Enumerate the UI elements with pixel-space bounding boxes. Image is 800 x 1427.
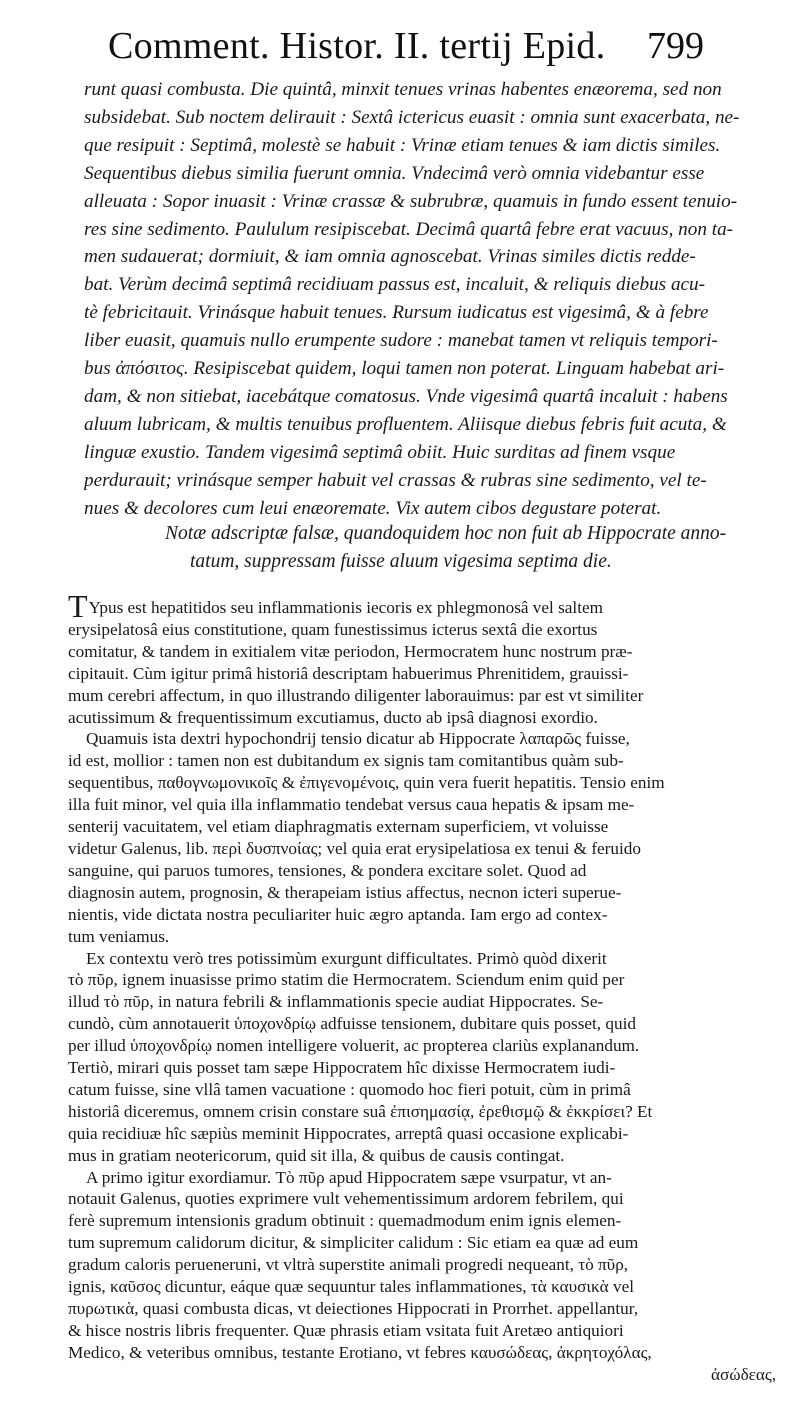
text-line: mum cerebri affectum, in quo illustrando diligenter laborauimus: par est vt similiter	[68, 685, 644, 705]
text-line: senterij vacuitatem, vel etiam diaphragmatis externam superficiem, vt voluisse	[68, 817, 609, 837]
text-line: videtur Galenus, lib. περὶ δυσπνοίας; vel quia erat erysipelatiosa ex tenui & feruido	[68, 838, 641, 858]
running-head: Comment. Histor. II. tertij Epid.	[108, 25, 606, 67]
text-line: mus in gratiam neotericorum, quid sit illa, & quibus de causis contingat.	[68, 1145, 565, 1165]
text-line: Quamuis ista dextri hypochondrij tensio dicatur ab Hippocrate λαπαρῶς fuisse,	[86, 729, 630, 749]
text-line: tè febricitauit. Vrinásque habuit tenues. Rursum iudicatus est vigesimâ, & à febre	[84, 302, 709, 324]
text-line: men sudauerat; dormiuit, & iam omnia agnoscebat. Vrinas similes dictis redde-	[84, 246, 696, 268]
text-line: liber euasit, quamuis nullo erumpente sudore : manebat tamen vt reliquis tempori-	[84, 330, 718, 352]
text-line: A primo igitur exordiamur. Τὸ πῦρ apud Hippocratem sæpe vsurpatur, vt an-	[86, 1167, 612, 1187]
text-line: quia recidiuæ hîc sæpiùs meminit Hippocrates, arreptâ quasi occasione explicabi-	[68, 1123, 629, 1143]
page-header	[0, 18, 800, 68]
text-line: tum veniamus.	[68, 926, 170, 946]
text-line: bus ἀπόσιτος. Resipiscebat quidem, loqui tamen non poterat. Linguam habebat ari-	[84, 358, 725, 380]
text-line: acutissimum & frequentissimum excutiamus, ducto ab ipsâ diagnosi exordio.	[68, 707, 598, 727]
text-line: comitatur, & tandem in exitialem vitæ periodon, Hermocratem hunc nostrum præ-	[68, 641, 633, 661]
marginal-note	[165, 520, 765, 576]
text-line: ignis, καῦσος dicuntur, eáque quæ sequuntur tales inflammationes, τὰ καυσικὰ vel	[68, 1277, 634, 1297]
drop-cap: T	[68, 596, 88, 619]
text-line: Medico, & veteribus omnibus, testante Erotiano, vt febres καυσώδεας, ἀκρητοχόλας,	[68, 1342, 652, 1362]
text-line: & hisce nostris libris frequenter. Quæ phrasis etiam vsitata fuit Aretæo antiquiori	[68, 1320, 624, 1340]
text-line: τὸ πῦρ, ignem inuasisse primo statim die Hermocratem. Sciendum enim quid per	[68, 970, 625, 990]
commentary-text	[68, 596, 782, 1386]
note-line: tatum, suppressam fuisse aluum vigesima septima die.	[190, 551, 612, 572]
text-line: nientis, vide dictata nostra peculiariter huic ægro aptanda. Iam ergo ad contex-	[68, 904, 608, 924]
text-line: aluum lubricam, & multis tenuibus profluentem. Aliisque diebus febris fuit acuta, &	[84, 413, 727, 435]
text-line: tum supremum calidorum dicitur, & simpliciter calidum : Sic etiam ea quæ ad eum	[68, 1233, 639, 1253]
text-line: id est, mollior : tamen non est dubitandum ex signis tam comitantibus quàm sub-	[68, 751, 624, 771]
text-line: gradum caloris perueneruni, vt vltrà superstite animali progredi nequeant, τὸ πῦρ,	[68, 1255, 629, 1275]
text-line: ferè supremum intensionis gradum obtinuit : quemadmodum enim ignis elemen-	[68, 1211, 622, 1231]
text-line: illa fuit minor, vel quia illa inflammatio tendebat versus caua hepatis & ipsam me-	[68, 795, 635, 815]
text-line: per illud ὑποχονδρίῳ nomen intelligere voluerit, ac propterea clariùs explanandum.	[68, 1036, 640, 1056]
text-line: perdurauit; vrinásque semper habuit vel crassas & rubras sine sedimento, vel te-	[84, 469, 707, 491]
text-line: notauit Galenus, quoties exprimere vult vehementissimum ardorem febrilem, qui	[68, 1189, 624, 1209]
text-line: Ex contextu verò tres potissimùm exurgunt difficultates. Primò quòd dixerit	[86, 948, 607, 968]
text-line: sequentibus, παθογνωμονικοῖς & ἐπιγενομένοις, quin vera fuerit hepatitis. Tensio enim	[68, 773, 665, 793]
note-line: Notæ adscriptæ falsæ, quandoquidem hoc non fuit ab Hippocrate anno-	[165, 523, 727, 544]
text-line: diagnosin autem, prognosin, & therapeiam istius affectus, necnon icteri superue-	[68, 882, 622, 902]
text-line: catum fuisse, sine vllâ tamen vacuatione : quomodo hoc fieri potuit, cùm in primâ	[68, 1079, 631, 1099]
text-line: Sequentibus diebus similia fuerunt omnia. Vndecimâ verò omnia videbantur esse	[84, 162, 705, 184]
text-line: illud τὸ πῦρ, in natura febrili & inflammationis specie audiat Hippocrates. Se-	[68, 992, 604, 1012]
text-line: que resipuit : Septimâ, molestè se habuit : Vrinæ etiam tenues & iam dictis similes.	[84, 134, 721, 156]
page-number: 799	[647, 25, 704, 67]
text-line: res sine sedimento. Paululum resipiscebat. Decimâ quartâ febre erat vacuus, non ta-	[84, 218, 734, 240]
text-line: dam, & non sitiebat, iacebátque comatosus. Vnde vigesimâ quartâ incaluit : habens	[84, 385, 728, 407]
text-line: Tertiò, mirari quis posset tam sæpe Hippocratem hîc dixisse Hermocratem iudi-	[68, 1058, 616, 1078]
case-history-text	[84, 76, 766, 523]
text-line: πυρωτικὰ, quasi combusta dicas, vt deiectiones Hippocrati in Prorrhet. appellantur,	[68, 1299, 639, 1318]
text-line: cipitauit. Cùm igitur primâ historiâ descriptam habuerimus Phrenitidem, grauissi-	[68, 663, 629, 683]
text-line: Ypus est hepatitidos seu inflammationis iecoris ex phlegmonosâ vel saltem	[88, 598, 603, 617]
text-line: alleuata : Sopor inuasit : Vrinæ crassæ & subrubræ, quamuis in fundo essent tenuio-	[84, 190, 738, 212]
text-line: runt quasi combusta. Die quintâ, minxit tenues vrinas habentes enæorema, sed non	[84, 79, 722, 100]
text-line: bat. Verùm decimâ septimâ recidiuam passus est, incaluit, & reliquis diebus acu-	[84, 274, 706, 296]
text-line: historiâ diceremus, omnem crisin constare suâ ἐπισημασίᾳ, ἐρεθισμῷ & ἐκκρίσει? Et	[68, 1101, 653, 1121]
text-line: subsidebat. Sub noctem delirauit : Sextâ ictericus euasit : omnia sunt exacerbata, ne-	[84, 106, 740, 128]
text-line-first	[68, 596, 782, 619]
text-line: nues & decolores cum leui enæoremate. Vix autem cibos degustare poterat.	[84, 497, 662, 519]
catchword: ἀσώδεας,	[710, 1364, 776, 1384]
text-line: cundò, cùm annotauerit ὑποχονδρίῳ adfuisse tensionem, dubitare quis posset, quid	[68, 1014, 636, 1034]
text-line: linguæ exustio. Tandem vigesimâ septimâ obiit. Huic surditas ad finem vsque	[84, 441, 676, 463]
text-line: erysipelatosâ eius constitutione, quam funestissimus icterus sextâ die exortus	[68, 619, 598, 639]
text-line: sanguine, qui paruos tumores, tensiones, & pondera excitare solet. Quod ad	[68, 860, 587, 880]
